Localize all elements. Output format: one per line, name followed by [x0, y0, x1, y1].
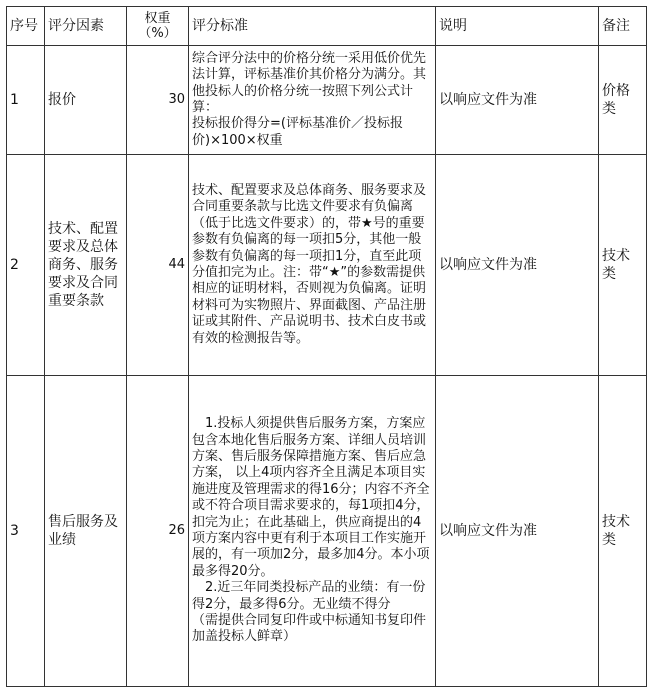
criteria-formula: 投标报价得分=(评标基准价／投标报价)×100×权重: [192, 116, 403, 148]
row-seq: 1: [7, 46, 45, 155]
header-factor: 评分因素: [45, 7, 127, 46]
header-weight-line2: （%）: [138, 26, 177, 41]
row-criteria: [189, 155, 436, 376]
criteria-note: （需提供合同复印件或中标通知书复印件加盖投标人鲜章）: [192, 613, 427, 645]
row-weight: 26: [127, 376, 189, 687]
table-row: [7, 46, 647, 155]
row-remark: 价格类: [599, 46, 647, 155]
row-seq: 2: [7, 155, 45, 376]
row-remark: 技术类: [599, 155, 647, 376]
criteria-item-1: 1.投标人须提供售后服务方案，方案应包含本地化售后服务方案、详细人员培训方案、售后服务保障措施方案、售后应急方案， 以上4项内容齐全且满足本项目实施进度及管理需求的得16分；内容不齐全或不符合项目需求要求的，每1项扣4分，扣完为止；在此基础上，供应商提出的4项方案内容中更有利于本项目工作实施开展的，有一项加2分，最多加4分。本小项最多得20分。: [192, 416, 430, 579]
criteria-item-2: 2.近三年同类投标产品的业绩：有一份得2分，最多得6分。无业绩不得分: [192, 580, 426, 612]
row-description: 以响应文件为准: [436, 155, 599, 376]
criteria-paragraph: 技术、配置要求及总体商务、服务要求及合同重要条款与比选文件要求有负偏离（低于比选文件要求）的，带★号的重要参数有负偏离的每一项扣5分，其他一般参数有负偏离的每一项扣1分，直至此项分值扣完为止。注：带“★”的参数需提供相应的证明材料，否则视为负偏离。证明材料可为实物照片、界面截图、产品注册证或其附件、产品说明书、技术白皮书或有效的检测报告等。: [192, 182, 427, 346]
header-remark: 备注: [599, 7, 647, 46]
row-weight: 30: [127, 46, 189, 155]
row-criteria: [189, 376, 436, 687]
row-description: 以响应文件为准: [436, 376, 599, 687]
row-description: 以响应文件为准: [436, 46, 599, 155]
row-factor: 售后服务及业绩: [45, 376, 127, 687]
row-seq: 3: [7, 376, 45, 687]
table-header-row: [7, 7, 647, 46]
row-remark: 技术类: [599, 376, 647, 687]
table-row: [7, 376, 647, 687]
criteria-paragraph: 综合评分法中的价格分统一采用低价优先法计算，评标基准价其价格分为满分。其他投标人的价格分统一按照下列公式计算：: [192, 50, 427, 115]
row-factor: 报价: [45, 46, 127, 155]
header-criteria: 评分标准: [189, 7, 436, 46]
row-weight: 44: [127, 155, 189, 376]
table-row: [7, 155, 647, 376]
header-seq: 序号: [7, 7, 45, 46]
scoring-table: [6, 6, 647, 687]
header-weight: [127, 7, 189, 46]
header-description: 说明: [436, 7, 599, 46]
header-weight-line1: 权重: [144, 11, 171, 26]
row-factor: 技术、配置要求及总体商务、服务要求及合同重要条款: [45, 155, 127, 376]
row-criteria: [189, 46, 436, 155]
